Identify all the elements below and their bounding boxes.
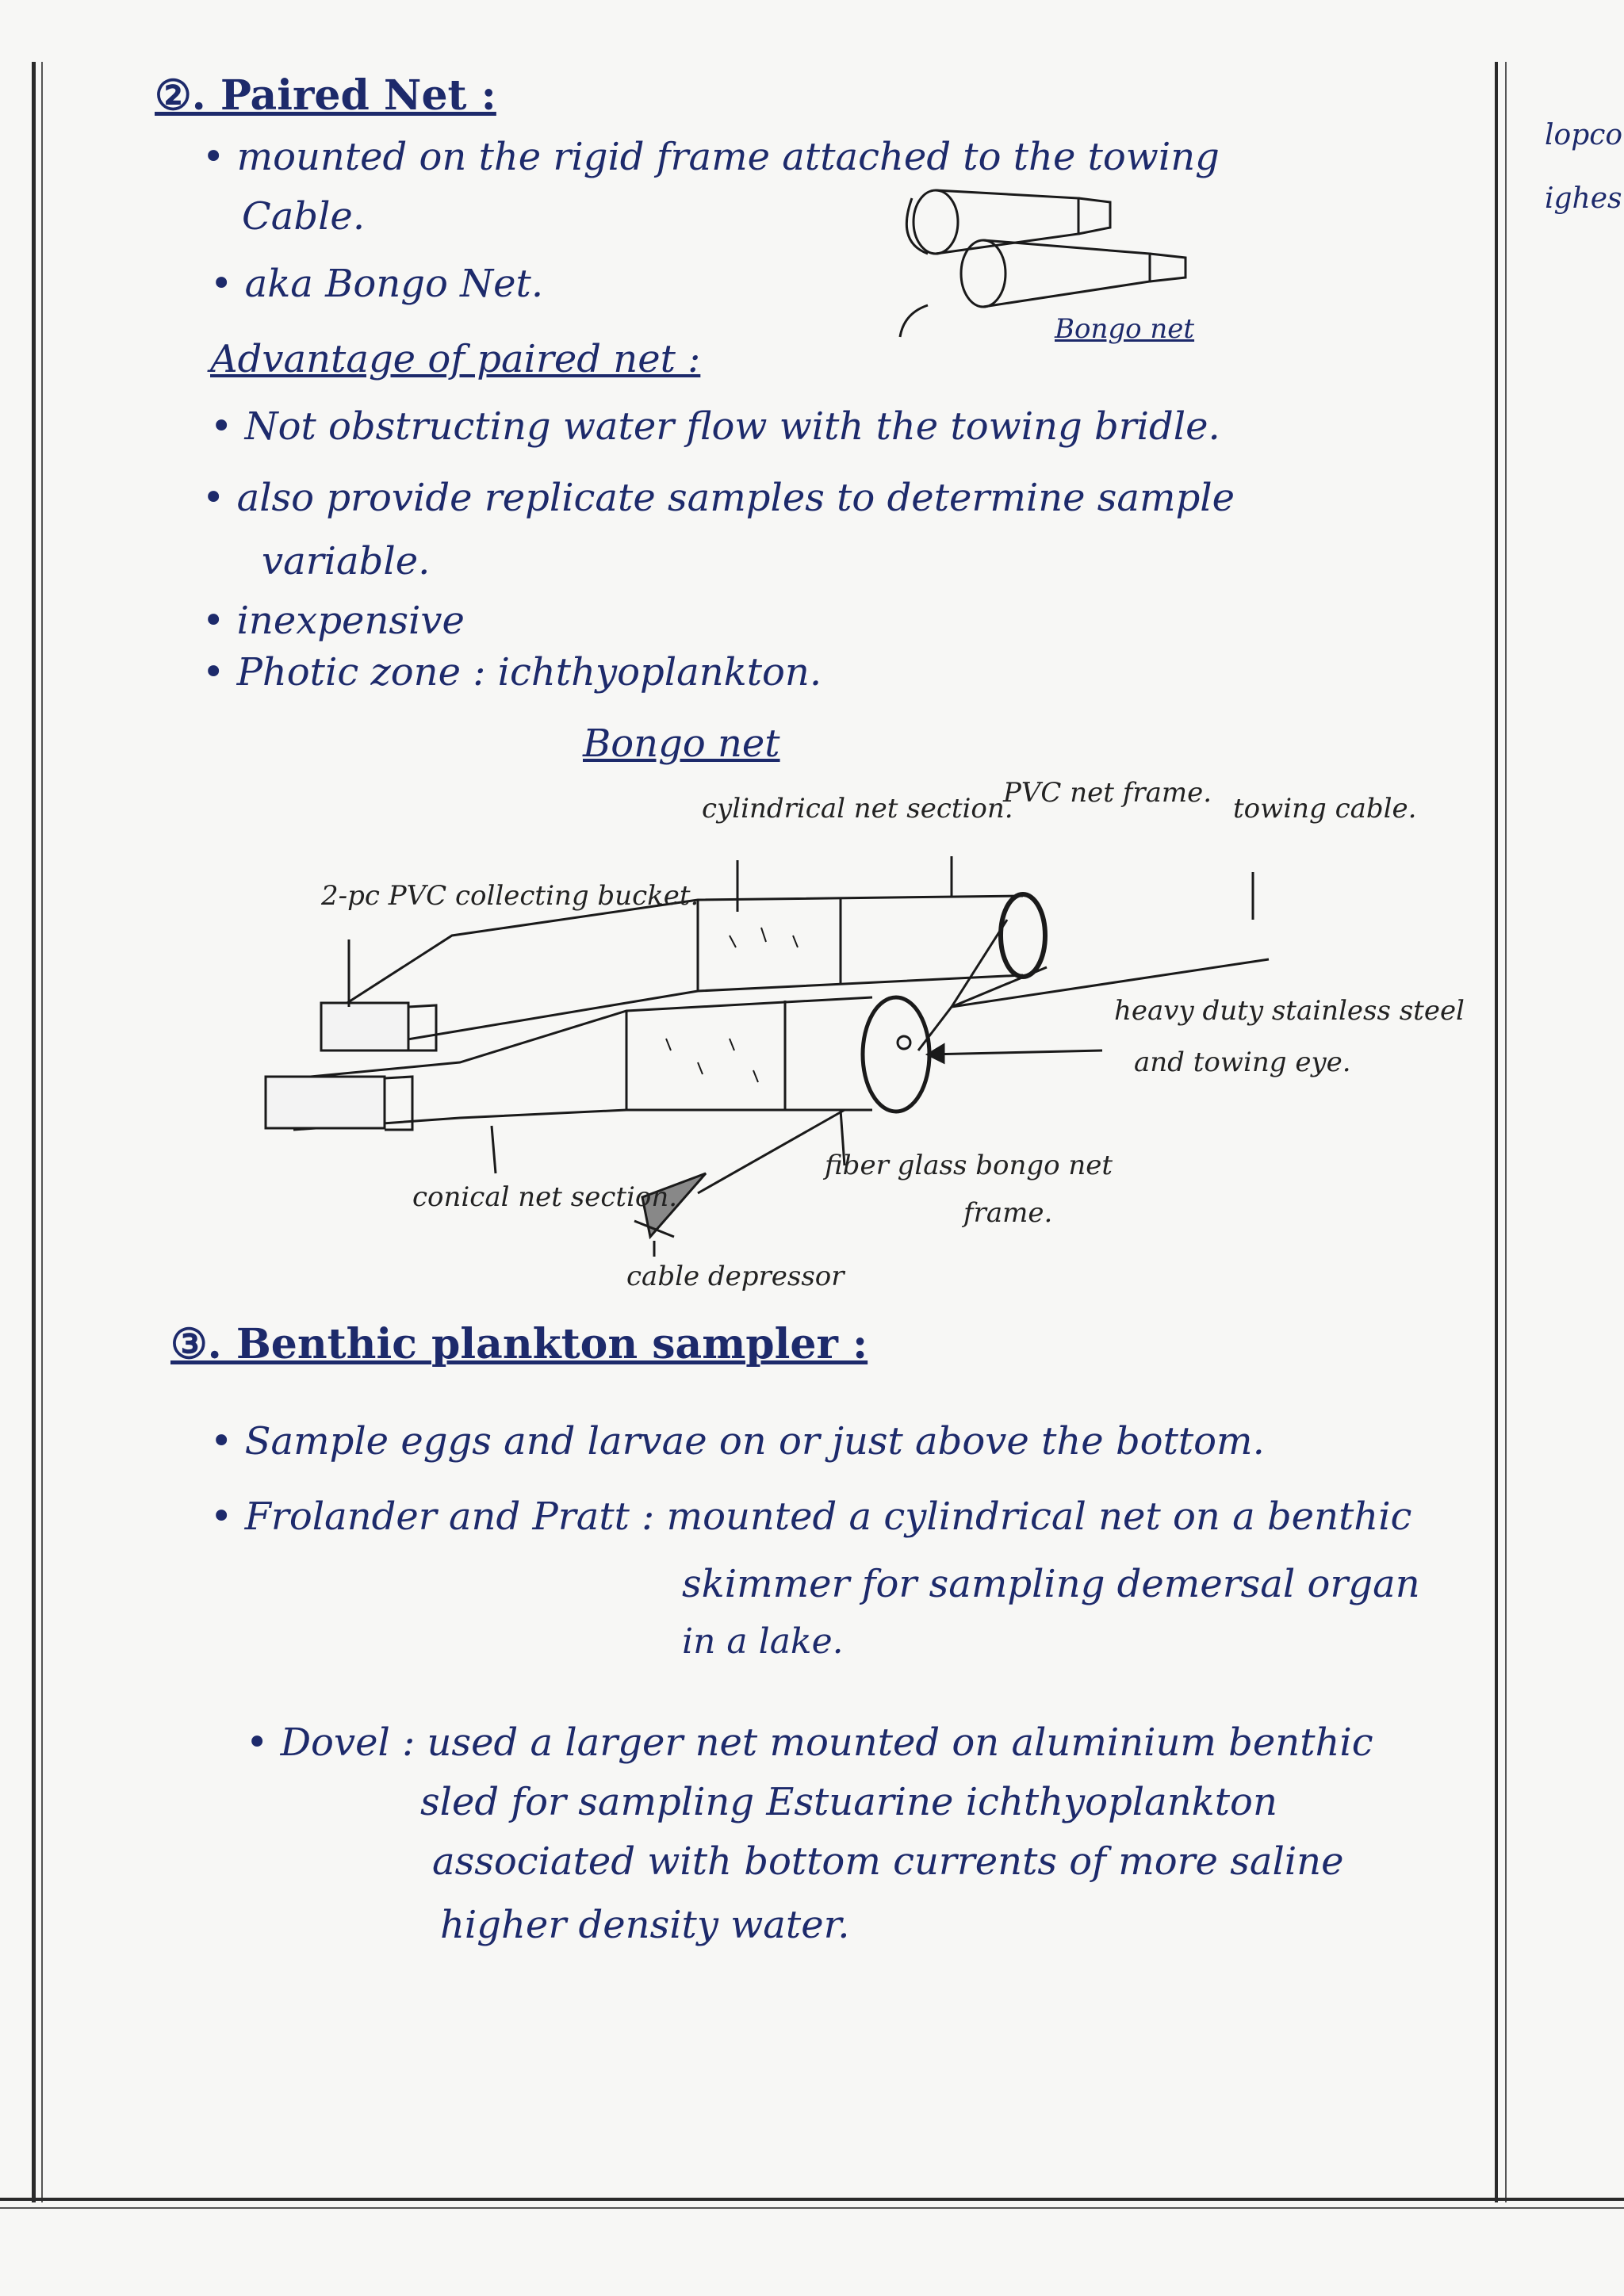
page-border-bottom-inner <box>0 2207 1624 2209</box>
advantage-3: • inexpensive <box>202 599 465 643</box>
label-pvc-frame: PVC net frame. <box>1003 777 1212 809</box>
section2-heading: ②. Paired Net : <box>155 71 496 120</box>
section3-bullet-3-cont: sled for sampling Estuarine ichthyoplankton <box>420 1780 1277 1824</box>
section2-bullet-1-cont: Cable. <box>242 194 366 239</box>
margin-note-1: lopco <box>1545 119 1623 151</box>
section3-bullet-3-cont2: associated with bottom currents of more saline <box>432 1839 1344 1884</box>
label-towing-cable: towing cable. <box>1233 793 1417 825</box>
advantage-4: • Photic zone : ichthyoplankton. <box>202 650 822 695</box>
advantage-2: • also provide replicate samples to determine sample <box>202 476 1235 520</box>
label-fiberglass: fiber glass bongo net <box>825 1150 1113 1181</box>
label-cylindrical: cylindrical net section. <box>702 793 1013 825</box>
section3-heading: ③. Benthic plankton sampler : <box>170 1320 868 1368</box>
label-fiberglass-frame: frame. <box>963 1197 1053 1229</box>
label-depressor: cable depressor <box>626 1261 845 1292</box>
advantage-1: • Not obstructing water flow with the towing bridle. <box>210 404 1220 449</box>
page-border-left-inner <box>41 62 43 2202</box>
section3-bullet-1: • Sample eggs and larvae on or just above the bottom. <box>210 1419 1265 1464</box>
section2-bullet-2: • aka Bongo Net. <box>210 262 544 306</box>
label-stainless: heavy duty stainless steel <box>1114 995 1465 1027</box>
diagram-title: Bongo net <box>583 721 780 766</box>
advantage-heading: Advantage of paired net : <box>210 337 701 381</box>
advantage-2-cont: variable. <box>262 539 431 584</box>
page-border-bottom <box>0 2198 1624 2201</box>
section3-bullet-3: • Dovel : used a larger net mounted on aluminium benthic <box>246 1720 1373 1765</box>
label-collecting-bucket: 2-pc PVC collecting bucket. <box>321 880 699 912</box>
margin-note-2: ighes <box>1545 182 1622 215</box>
section3-bullet-3-cont3: higher density water. <box>440 1903 850 1947</box>
section3-bullet-2-cont2: in a lake. <box>682 1621 844 1662</box>
section2-bullet-1: • mounted on the rigid frame attached to the towing <box>202 135 1220 179</box>
label-towing-eye: and towing eye. <box>1134 1047 1351 1078</box>
section3-bullet-2-cont: skimmer for sampling demersal organ <box>682 1562 1420 1606</box>
page-border-left <box>32 62 36 2202</box>
small-sketch-label: Bongo net <box>1055 313 1195 345</box>
section3-bullet-2: • Frolander and Pratt : mounted a cylindrical net on a benthic <box>210 1494 1412 1539</box>
label-conical: conical net section. <box>412 1181 678 1213</box>
